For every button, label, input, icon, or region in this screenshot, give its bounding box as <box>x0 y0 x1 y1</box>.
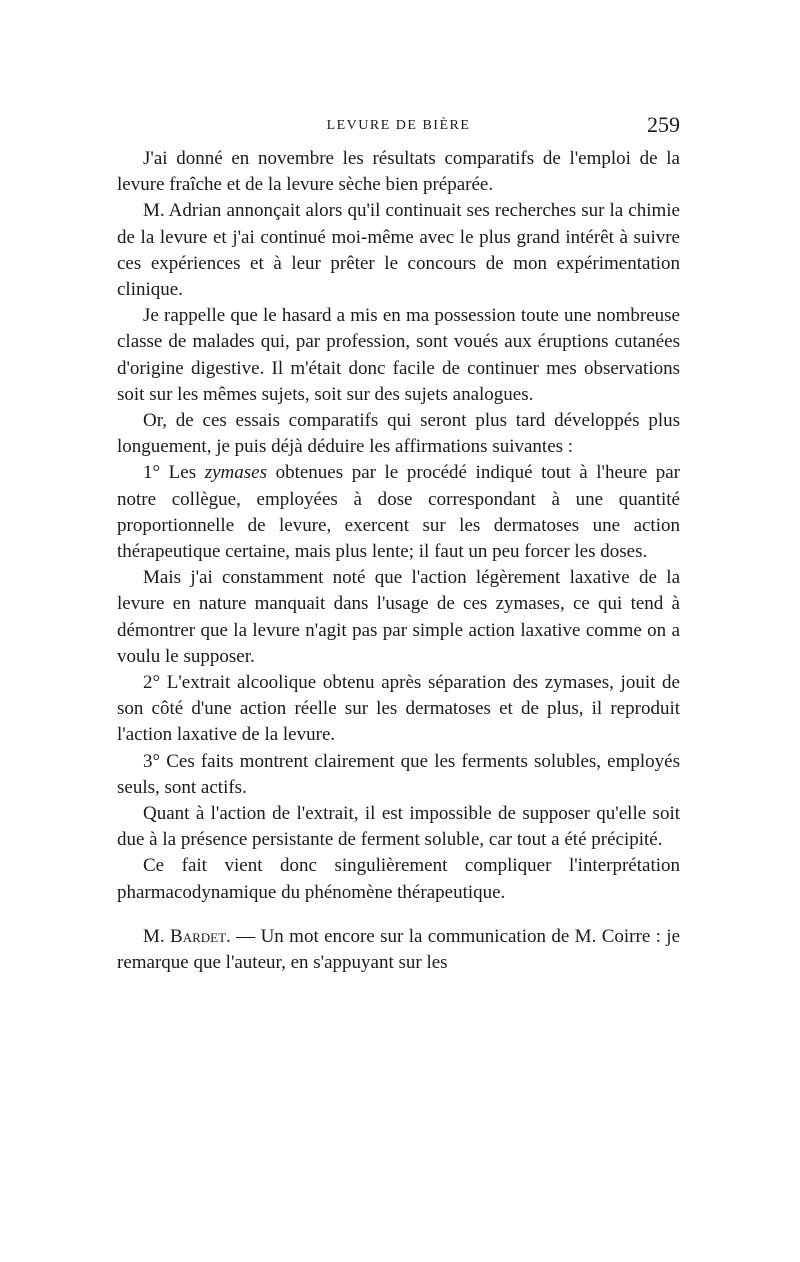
speaker-paragraph <box>117 924 680 976</box>
italic-term: zymases <box>204 462 267 484</box>
numbered-item-1 <box>117 460 680 565</box>
paragraph: Mais j'ai constamment noté que l'action légèrement laxative de la levure en nature manquait dans l'usage de ces zymases, ce qui tend à démontrer que la levure n'agit pas par simple action laxative comme on a voulu le supposer. <box>117 567 680 667</box>
speaker-prefix: M. <box>143 925 171 947</box>
speaker-suffix: . — <box>226 925 261 947</box>
item-prefix: 1° Les <box>143 462 205 484</box>
paragraph: Je rappelle que le hasard a mis en ma possession toute une nombreuse classe de malades qui, par profession, sont voués aux éruptions cutanées d'origine digestive. Il m'était donc facile de continuer mes observations soit sur les mêmes sujets, soit sur des sujets analogues. <box>117 305 680 405</box>
speaker-text: Un mot encore sur la communication de M. Coirre : je remarque que l'auteur, en s'appuyant sur les <box>117 925 680 974</box>
item-text: obtenues par le procédé indiqué tout à l'heure par notre collègue, employées à dose correspondant à une quantité proportionnelle de levure, exercent sur les dermatoses une action thérapeutique certaine, mais plus lente; il faut un peu forcer les doses. <box>117 462 681 563</box>
paragraph: Quant à l'action de l'extrait, il est impossible de supposer qu'elle soit due à la présence persistante de ferment soluble, car tout a été précipité. <box>117 803 680 851</box>
running-title: LEVURE DE BIÈRE <box>326 118 471 133</box>
paragraph: Ce fait vient donc singulièrement compliquer l'interprétation pharmacodynamique du phénomène thérapeutique. <box>117 855 680 903</box>
paragraph: J'ai donné en novembre les résultats comparatifs de l'emploi de la levure fraîche et de la levure sèche bien préparée. <box>117 148 680 196</box>
section-gap <box>117 906 680 924</box>
numbered-item-3: 3° Ces faits montrent clairement que les ferments solubles, employés seuls, sont actifs. <box>117 750 680 798</box>
speaker-name: Bardet <box>170 925 227 947</box>
book-page <box>117 112 680 976</box>
paragraph: Or, de ces essais comparatifs qui seront plus tard développés plus longuement, je puis déjà déduire les affirmations suivantes : <box>117 410 680 458</box>
body-text <box>117 146 680 976</box>
paragraph: M. Adrian annonçait alors qu'il continuait ses recherches sur la chimie de la levure et j'ai continué moi-même avec le plus grand intérêt à suivre ces expériences et à leur prêter le concours de mon expérimentation clinique. <box>117 200 680 301</box>
numbered-item-2: 2° L'extrait alcoolique obtenu après séparation des zymases, jouit de son côté d'une action réelle sur les dermatoses et de plus, il reproduit l'action laxative de la levure. <box>117 672 680 746</box>
running-head <box>117 112 680 146</box>
page-number: 259 <box>647 112 680 137</box>
